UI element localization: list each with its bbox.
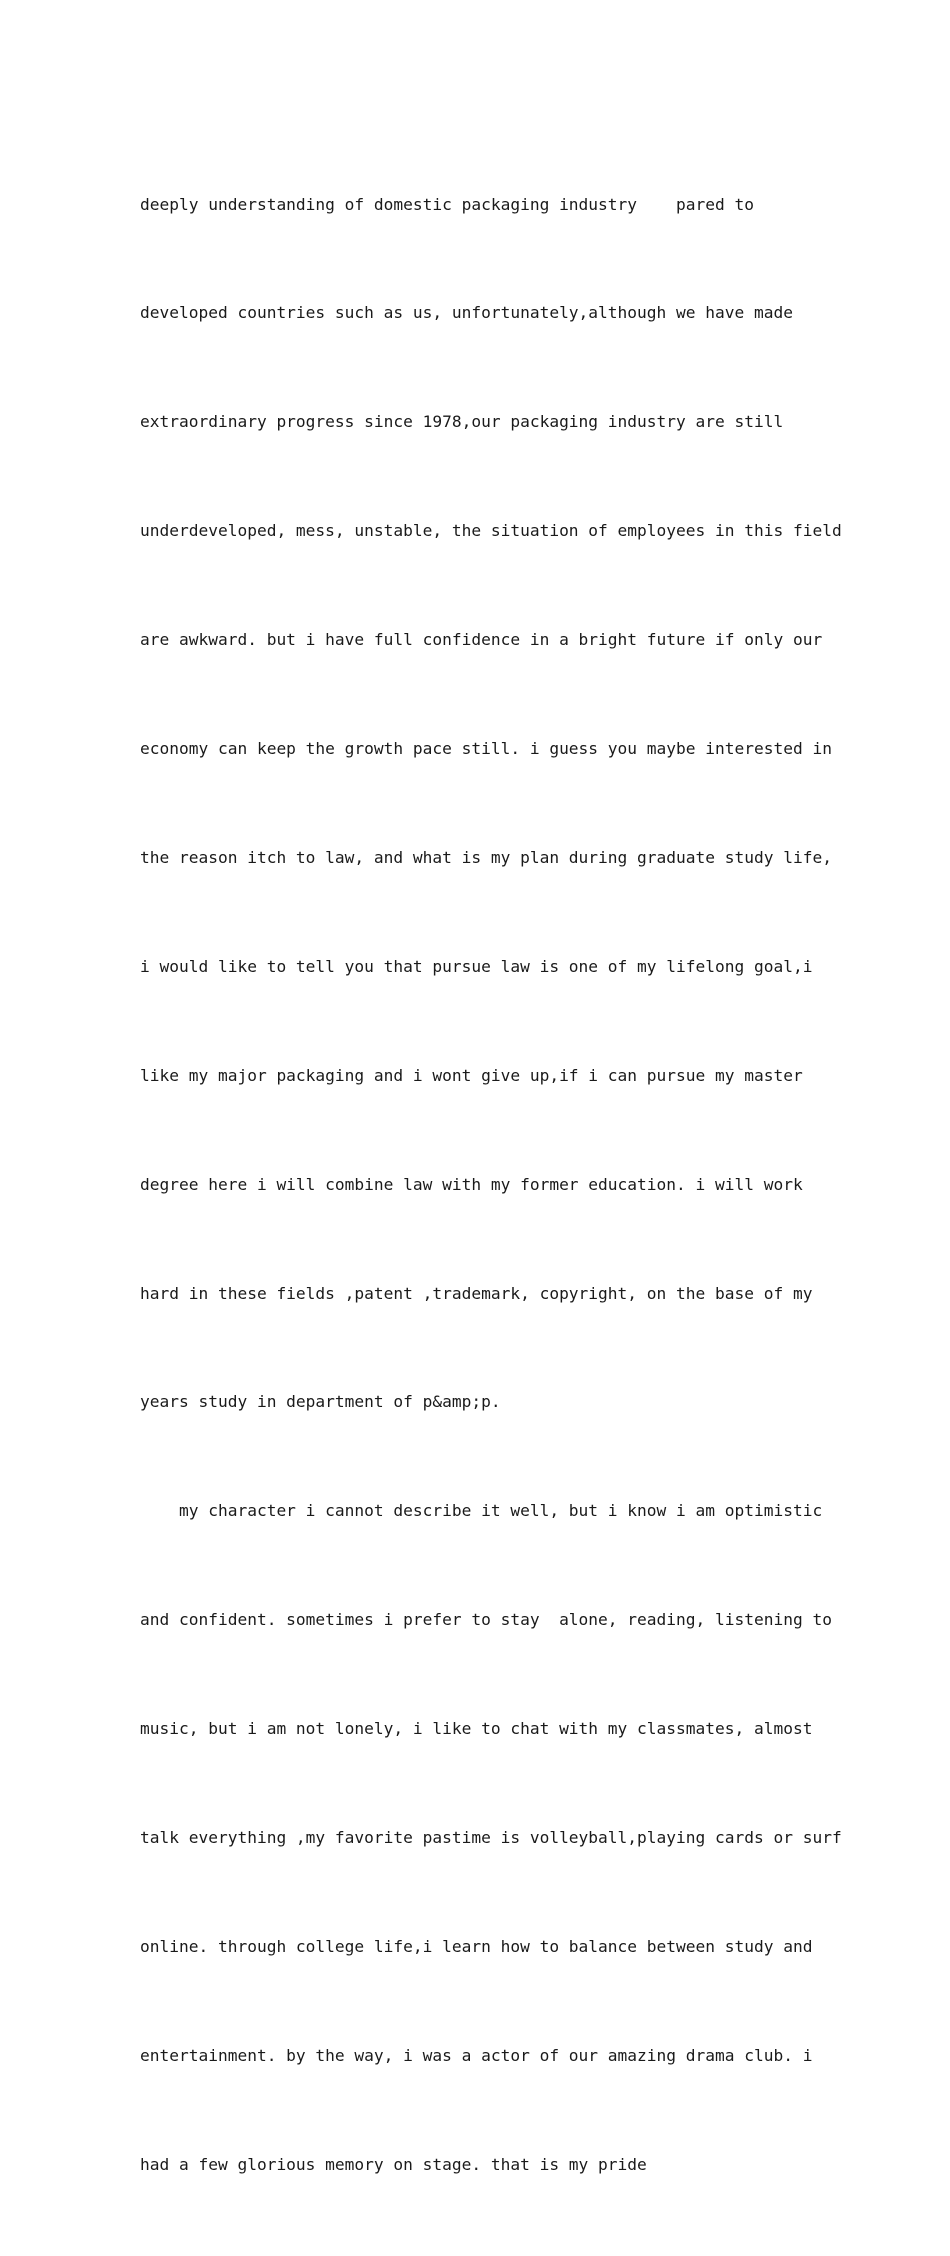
document-body-text <box>140 114 842 2256</box>
text-line: and confident. sometimes i prefer to stay alone, reading, listening to <box>140 1610 832 1630</box>
text-line: online. through college life,i learn how to balance between study and <box>140 1936 813 1956</box>
text-line: like my major packaging and i wont give up,if i can pursue my master <box>140 1065 803 1085</box>
text-line: entertainment. by the way, i was a actor of our amazing drama club. i <box>140 2045 813 2065</box>
text-line: deeply understanding of domestic packaging industry pared to <box>140 194 754 214</box>
text-line: the reason itch to law, and what is my plan during graduate study life, <box>140 847 832 867</box>
text-line: my character i cannot describe it well, but i know i am optimistic <box>140 1501 823 1521</box>
text-line: underdeveloped, mess, unstable, the situation of employees in this field <box>140 521 842 541</box>
text-line: i would like to tell you that pursue law is one of my lifelong goal,i <box>140 956 813 976</box>
text-line: degree here i will combine law with my former education. i will work <box>140 1174 803 1194</box>
text-line: talk everything ,my favorite pastime is volleyball,playing cards or surf <box>140 1827 842 1847</box>
text-line: music, but i am not lonely, i like to chat with my classmates, almost <box>140 1719 813 1739</box>
text-line: extraordinary progress since 1978,our packaging industry are still <box>140 412 784 432</box>
text-line: hard in these fields ,patent ,trademark, copyright, on the base of my <box>140 1283 813 1303</box>
text-line: developed countries such as us, unfortunately,although we have made <box>140 303 793 323</box>
text-line: years study in department of p&amp;p. <box>140 1392 501 1412</box>
text-line: are awkward. but i have full confidence in a bright future if only our <box>140 630 823 650</box>
text-line: had a few glorious memory on stage. that is my pride <box>140 2154 647 2174</box>
text-line: economy can keep the growth pace still. i guess you maybe interested in <box>140 739 832 759</box>
